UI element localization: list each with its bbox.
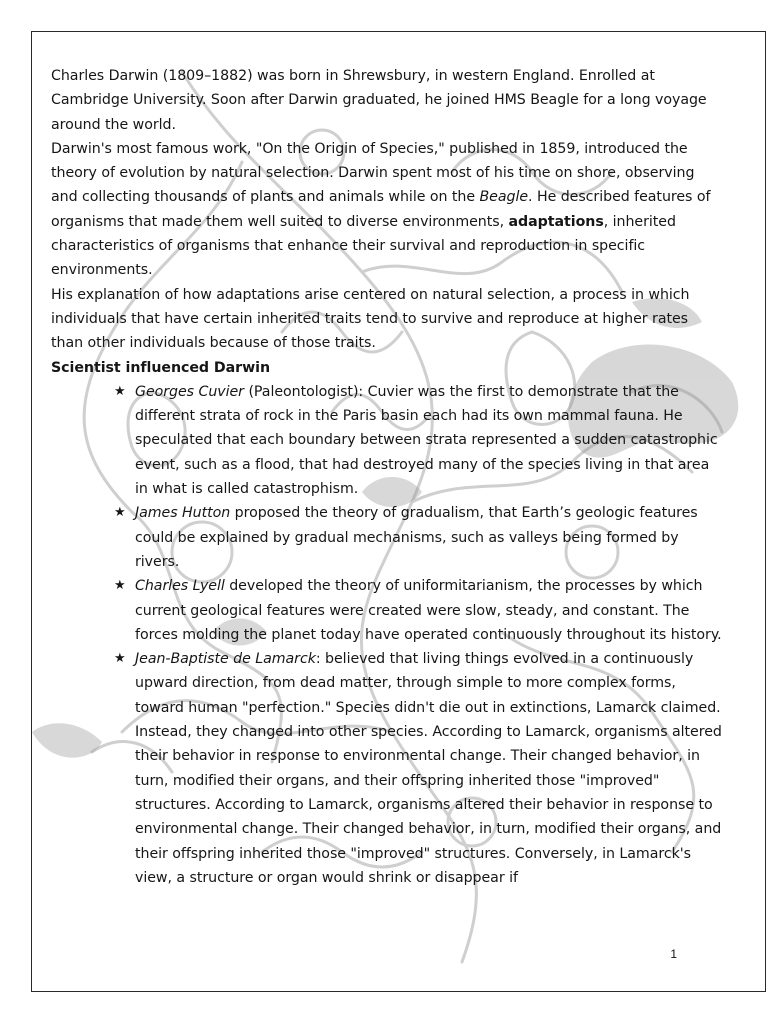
list-item (114, 574, 723, 647)
list-item (114, 380, 723, 501)
scientist-name: Jean-Baptiste de Lamarck (135, 651, 316, 668)
scientist-text: proposed the theory of gradualism, that Earth’s geologic features could be explained by gradual mechanisms, such as valleys being formed by rivers. (135, 505, 698, 570)
adaptations-bold: adaptations (508, 213, 604, 230)
origin-text-a: Darwin's most famous work, "On the Origin of Species," published in 1859, introduced the theory of evolution by natural selection. Darwin spent most of his time on shore, observing and collecting thousands of plants and animals while on the (51, 140, 695, 206)
star-bullet-icon: ★ (114, 578, 126, 594)
star-bullet-icon: ★ (114, 505, 126, 521)
beagle-italic: Beagle (479, 189, 529, 206)
scientist-name: Charles Lyell (135, 578, 225, 595)
scientist-text: developed the theory of uniformitarianism, the processes by which current geological features were created were slow, steady, and constant. The forces molding the planet today have operated continuously throughout its history. (135, 578, 722, 643)
list-item (114, 501, 723, 574)
list-item (114, 647, 723, 890)
natural-selection-paragraph: His explanation of how adaptations arise centered on natural selection, a process in which individuals that have certain inherited traits tend to survive and reproduce at higher rates than other individuals because of those traits. (51, 286, 690, 352)
origin-paragraph (51, 137, 723, 283)
scientist-name: Georges Cuvier (135, 383, 244, 400)
origin-text-b: . He described features of organisms that made them well suited to diverse environments, (51, 189, 711, 230)
intro-paragraph: Charles Darwin (1809–1882) was born in Shrewsbury, in western England. Enrolled at Cambridge University. Soon after Darwin graduated, he joined HMS Beagle for a long voyage around the world. (51, 68, 707, 133)
scientist-text: (Paleontologist): Cuvier was the first to demonstrate that the different strata of rock in the Paris basin each had its own mammal fauna. He speculated that each boundary between strata represented a sudden catastrophic event, such as a flood, that had destroyed many of the species living in that area in what is called catastrophism. (135, 383, 718, 498)
scientist-list (51, 380, 723, 890)
section-heading: Scientist influenced Darwin (51, 359, 271, 376)
document-body (51, 64, 723, 890)
origin-text-c: , inherited characteristics of organisms that enhance their survival and reproduction in specific environments. (51, 213, 676, 279)
star-bullet-icon: ★ (114, 383, 126, 399)
scientist-name: James Hutton (135, 505, 231, 522)
star-bullet-icon: ★ (114, 651, 126, 667)
scientist-text: : believed that living things evolved in a continuously upward direction, from dead matter, through simple to more complex forms, toward human "perfection." Species didn't die out in extinctions, Lamarck claimed. Instead, they changed into other species. According to Lamarck, organisms altered their behavior in response to environmental change. Their changed behavior, in turn, modified their organs, and their offspring inherited those "improved" structures. According to Lamarck, organisms altered their behavior in response to environmental change. Their changed behavior, in turn, modified their organs, and their offspring inherited those "improved" structures. Conversely, in Lamarck's view, a structure or organ would shrink or disappear if (135, 651, 722, 886)
page-number: 1 (670, 947, 677, 961)
document-page (31, 31, 766, 992)
